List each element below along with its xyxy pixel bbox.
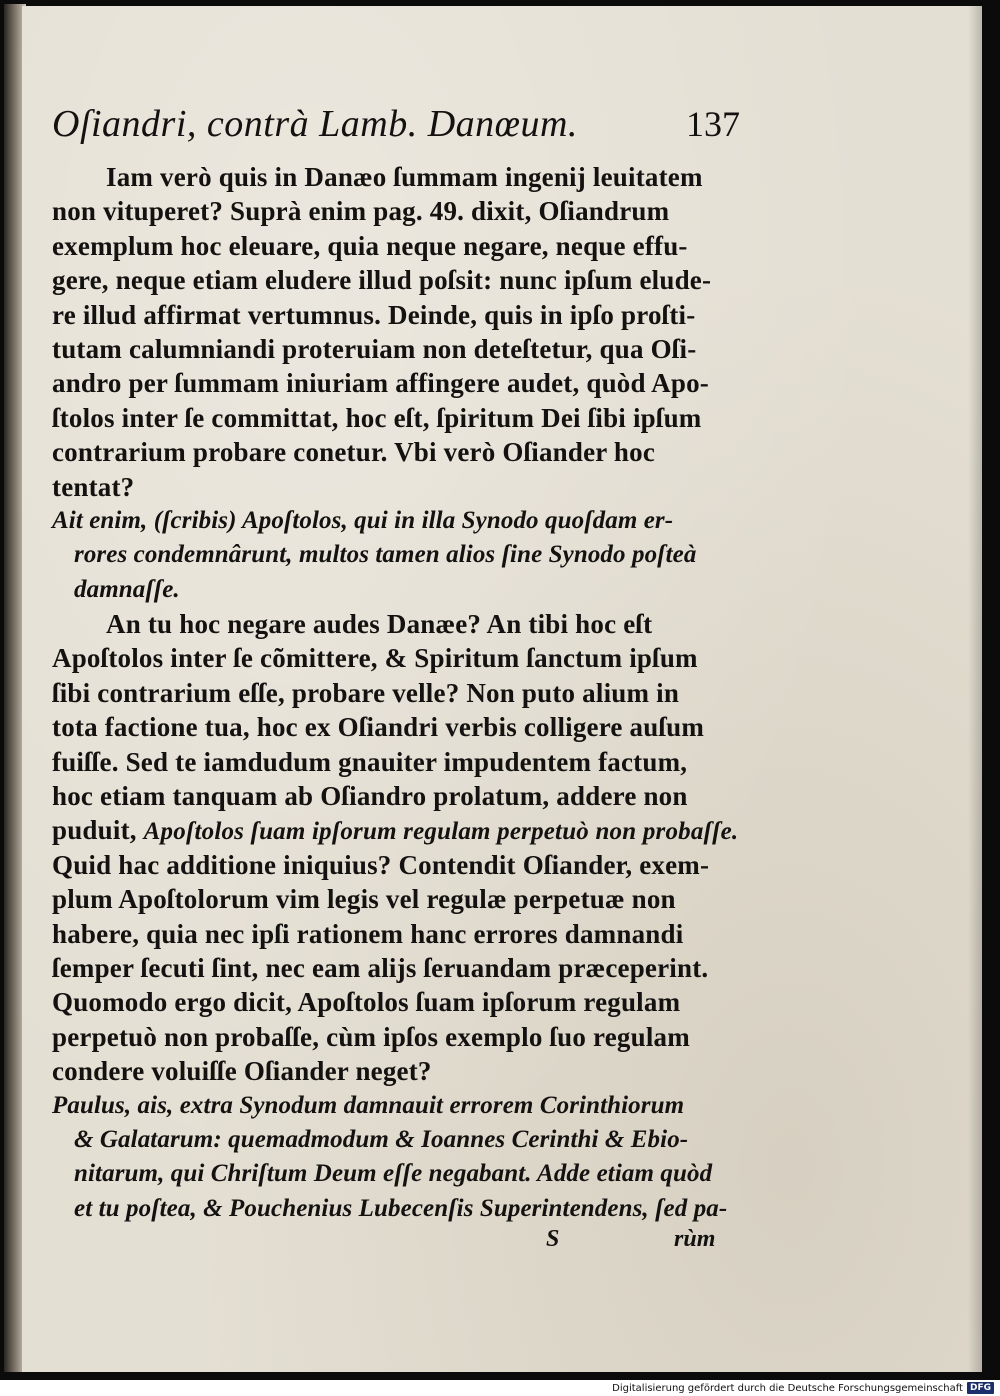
text-line-content: rores condemnârunt, multos tamen alios ſine Synodo poſteà xyxy=(74,541,697,569)
digitization-credit xyxy=(0,1380,1000,1396)
text-line-content: habere, quia nec ipſi rationem hanc errores damnandi xyxy=(52,918,684,949)
running-title: Oſiandri, contrà Lamb. Danœum. xyxy=(52,103,578,145)
page-edge xyxy=(968,6,982,1372)
text-line xyxy=(52,1192,742,1226)
text-line xyxy=(52,1123,742,1157)
text-line xyxy=(52,917,742,951)
text-line-content: & Galatarum: quemadmodum & Ioannes Cerinthi & Ebio- xyxy=(74,1125,689,1153)
text-line-content: puduit, xyxy=(52,815,144,846)
credit-text: Digitalisierung gefördert durch die Deutsche Forschungsgemeinschaft xyxy=(612,1382,963,1394)
signature-mark: S xyxy=(546,1226,560,1253)
catchword: rùm xyxy=(674,1226,716,1253)
text-line-content: Quomodo ergo dicit, Apoſtolos ſuam ipſorum regulam xyxy=(52,987,681,1018)
text-line xyxy=(52,710,742,744)
text-block xyxy=(52,98,742,1260)
text-line-content: contrarium probare conetur. Vbi verò Oſiander hoc xyxy=(52,437,656,468)
text-line xyxy=(52,401,742,435)
text-line xyxy=(52,848,742,882)
text-line-content: et tu poſtea, & Pouchenius Lubecenſis Superintendens, ſed pa- xyxy=(74,1194,728,1222)
text-line-content: Paulus, ais, extra Synodum damnauit errorem Corinthiorum xyxy=(52,1091,685,1119)
text-line xyxy=(52,641,742,675)
text-line xyxy=(52,194,742,228)
text-line-content: nitarum, qui Chriſtum Deum eſſe negabant. Adde etiam quòd xyxy=(74,1160,713,1188)
text-line-content: Quid hac additione iniquius? Contendit Oſiander, exem- xyxy=(52,849,710,880)
text-line xyxy=(52,1020,742,1054)
text-line xyxy=(52,1157,742,1191)
text-line-content: hoc etiam tanquam ab Oſiandro prolatum, addere non xyxy=(52,781,688,812)
text-line-content: damnaſſe. xyxy=(74,575,180,603)
text-line-content: Iam verò quis in Danæo ſummam ingenij leuitatem xyxy=(106,162,703,192)
text-line xyxy=(52,160,742,194)
text-line xyxy=(52,332,742,366)
text-line-content: ſtolos inter ſe committat, hoc eſt, ſpiritum Dei ſibi ipſum xyxy=(52,402,702,433)
dfg-logo-icon: DFG xyxy=(967,1382,994,1394)
text-line-content: Ait enim, (ſcribis) Apoſtolos, qui in illa Synodo quoſdam er- xyxy=(52,506,674,534)
text-line-content: plum Apoſtolorum vim legis vel regulæ perpetuæ non xyxy=(52,884,676,915)
text-line xyxy=(52,538,742,572)
text-line xyxy=(52,985,742,1019)
text-line-content: andro per ſummam iniuriam affingere audet, quòd Apo- xyxy=(52,368,709,399)
text-line xyxy=(52,298,742,332)
text-line xyxy=(52,882,742,916)
text-line-italic-quote: Apoſtolos ſuam ipſorum regulam perpetuò non probaſſe. xyxy=(143,818,739,846)
text-line-content: tutam calumniandi proteruiam non deteſtetur, qua Oſi- xyxy=(52,333,697,364)
text-line-content: exemplum hoc eleuare, quia neque negare, neque effu- xyxy=(52,230,688,261)
text-line xyxy=(52,676,742,710)
book-page xyxy=(22,6,982,1372)
text-line xyxy=(52,504,742,538)
text-line xyxy=(52,813,742,847)
text-line-content: Apoſtolos inter ſe cõmittere, & Spiritum ſanctum ipſum xyxy=(52,643,698,674)
text-line-content: re illud affirmat vertumnus. Deinde, quis in ipſo proſti- xyxy=(52,299,696,330)
text-line xyxy=(52,1089,742,1123)
text-line xyxy=(52,470,742,504)
text-line xyxy=(52,951,742,985)
text-line xyxy=(52,779,742,813)
page-header xyxy=(52,98,742,150)
text-line-content: non vituperet? Suprà enim pag. 49. dixit, Oſiandrum xyxy=(52,196,670,227)
page-footer xyxy=(52,1226,742,1260)
text-line-content: tentat? xyxy=(52,471,135,502)
text-line xyxy=(52,263,742,297)
text-line-content: ſemper ſecuti ſint, nec eam alijs ſeruandam præceperint. xyxy=(52,952,709,983)
text-line xyxy=(52,229,742,263)
text-line xyxy=(52,366,742,400)
body-text xyxy=(52,160,742,1226)
text-line-content: An tu hoc negare audes Danæe? An tibi hoc eſt xyxy=(106,609,653,640)
text-line xyxy=(52,745,742,779)
text-line-content: tota factione tua, hoc ex Oſiandri verbis colligere auſum xyxy=(52,712,705,743)
text-line-content: ſibi contrarium eſſe, probare velle? Non puto alium in xyxy=(52,677,680,708)
text-line-content: condere voluiſſe Oſiander neget? xyxy=(52,1056,432,1087)
text-line xyxy=(52,435,742,469)
text-line-content: fuiſſe. Sed te iamdudum gnauiter impudentem factum, xyxy=(52,746,688,777)
text-line xyxy=(52,1054,742,1088)
page-number: 137 xyxy=(686,104,740,144)
text-line xyxy=(52,607,742,641)
text-line xyxy=(52,573,742,607)
text-line-content: perpetuò non probaſſe, cùm ipſos exemplo ſuo regulam xyxy=(52,1021,690,1052)
text-line-content: gere, neque etiam eludere illud poſsit: nunc ipſum elude- xyxy=(52,265,712,296)
